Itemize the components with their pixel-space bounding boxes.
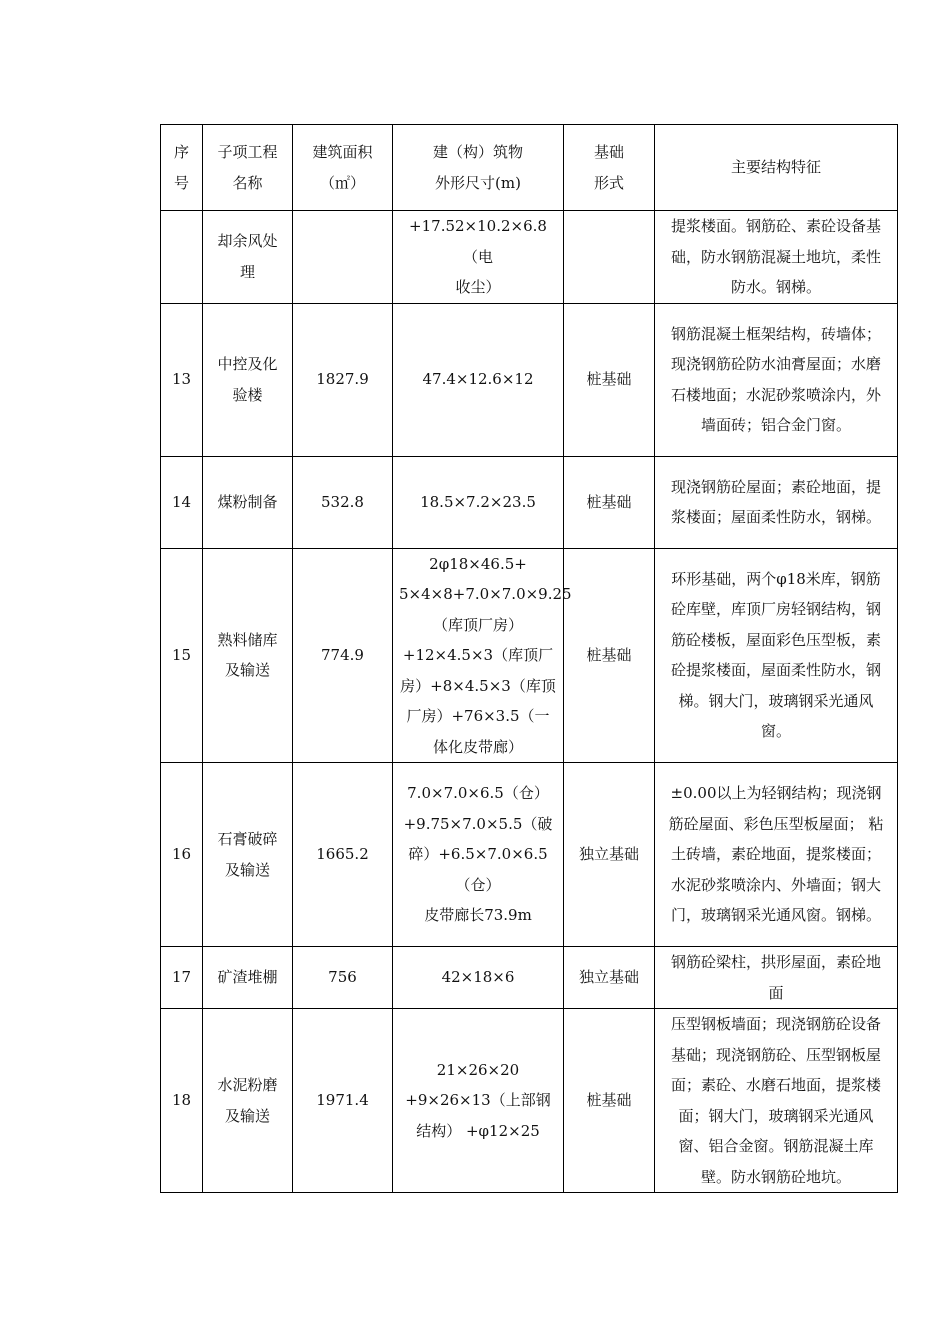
table-row [161,456,898,548]
cell-size: 47.4×12.6×12 [393,303,564,456]
cell-size: +17.52×10.2×6.8（电 收尘） [393,211,564,304]
table-row [161,211,898,304]
cell-name: 石膏破碎 及输送 [203,763,293,947]
cell-no: 15 [161,548,203,763]
cell-features: 提浆楼面。钢筋砼、素砼设备基础，防水钢筋混凝土地坑，柔性防水。钢梯。 [655,211,898,304]
cell-name: 却余风处 理 [203,211,293,304]
cell-area: 756 [293,947,393,1009]
cell-foundation [564,211,655,304]
cell-features: ±0.00以上为轻钢结构；现浇钢筋砼屋面、彩色压型板屋面； 粘土砖墙，素砼地面，提浆楼面；水泥砂浆喷涂内、外墙面；钢大门，玻璃钢采光通风窗。钢梯。 [655,763,898,947]
cell-foundation: 桩基础 [564,1009,655,1193]
table-row [161,763,898,947]
header-features: 主要结构特征 [655,125,898,211]
cell-area: 532.8 [293,456,393,548]
header-row [161,125,898,211]
cell-size: 7.0×7.0×6.5（仓） +9.75×7.0×5.5（破 碎）+6.5×7.0×6.5 （仓） 皮带廊长73.9m [393,763,564,947]
cell-foundation: 独立基础 [564,947,655,1009]
cell-features: 现浇钢筋砼屋面；素砼地面，提浆楼面；屋面柔性防水，钢梯。 [655,456,898,548]
header-area: 建筑面积 （㎡） [293,125,393,211]
cell-no: 16 [161,763,203,947]
table-row [161,1009,898,1193]
cell-size: 2φ18×46.5+ 5×4×8+7.0×7.0×9.25 （库顶厂房） +12×4.5×3（库顶厂 房）+8×4.5×3（库顶 厂房）+76×3.5（一 体化皮带廊） [393,548,564,763]
cell-name: 煤粉制备 [203,456,293,548]
cell-name: 矿渣堆棚 [203,947,293,1009]
table-row [161,947,898,1009]
cell-area: 1971.4 [293,1009,393,1193]
cell-features: 钢筋混凝土框架结构，砖墙体；现浇钢筋砼防水油膏屋面；水磨石楼地面；水泥砂浆喷涂内，外墙面砖；铝合金门窗。 [655,303,898,456]
cell-features: 钢筋砼梁柱，拱形屋面，素砼地面 [655,947,898,1009]
cell-area: 1665.2 [293,763,393,947]
cell-no [161,211,203,304]
header-foundation: 基础 形式 [564,125,655,211]
cell-area: 774.9 [293,548,393,763]
cell-foundation: 桩基础 [564,303,655,456]
cell-size: 21×26×20 +9×26×13（上部钢 结构） +φ12×25 [393,1009,564,1193]
cell-area: 1827.9 [293,303,393,456]
cell-no: 14 [161,456,203,548]
cell-name: 中控及化 验楼 [203,303,293,456]
cell-no: 13 [161,303,203,456]
cell-foundation: 桩基础 [564,456,655,548]
cell-foundation: 独立基础 [564,763,655,947]
cell-features: 环形基础，两个φ18米库，钢筋砼库壁，库顶厂房轻钢结构，钢筋砼楼板，屋面彩色压型板，素砼提浆楼面，屋面柔性防水，钢梯。钢大门，玻璃钢采光通风窗。 [655,548,898,763]
cell-no: 17 [161,947,203,1009]
header-size: 建（构）筑物 外形尺寸(m) [393,125,564,211]
cell-area [293,211,393,304]
cell-name: 熟料储库 及输送 [203,548,293,763]
cell-no: 18 [161,1009,203,1193]
cell-foundation: 桩基础 [564,548,655,763]
cell-name: 水泥粉磨 及输送 [203,1009,293,1193]
header-no: 序 号 [161,125,203,211]
project-table [160,124,898,1193]
cell-size: 42×18×6 [393,947,564,1009]
header-name: 子项工程 名称 [203,125,293,211]
table-row [161,303,898,456]
cell-size: 18.5×7.2×23.5 [393,456,564,548]
cell-features: 压型钢板墙面；现浇钢筋砼设备基础；现浇钢筋砼、压型钢板屋面；素砼、水磨石地面，提浆楼面；钢大门，玻璃钢采光通风窗、铝合金窗。钢筋混凝土库壁。防水钢筋砼地坑。 [655,1009,898,1193]
table-row [161,548,898,763]
